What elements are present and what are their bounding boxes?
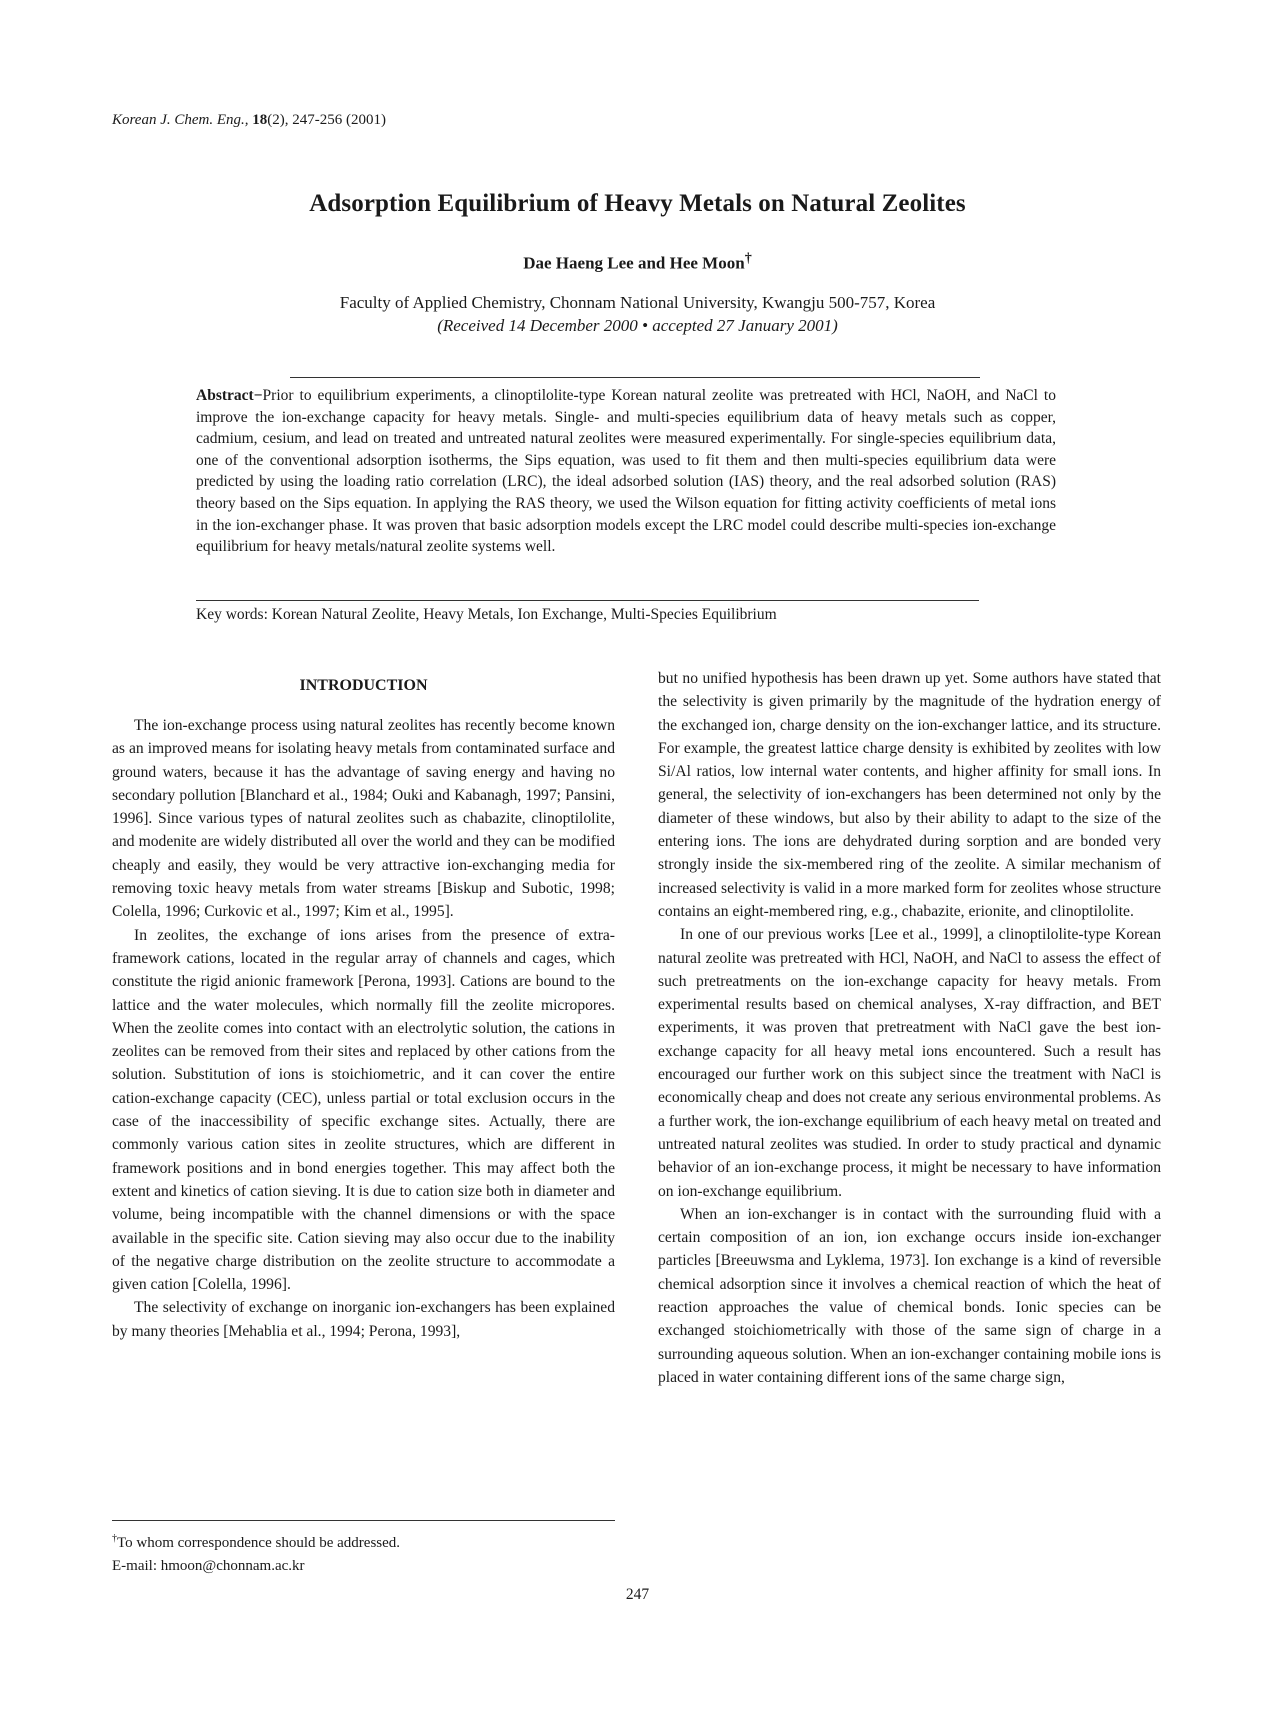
author-line xyxy=(0,250,1275,274)
abstract-text: Prior to equilibrium experiments, a clinoptilolite-type Korean natural zeolite was pretreated with HCl, NaOH, and NaCl to improve the ion-exchange capacity for heavy metals. Single- and multi-species equilibrium data of heavy metals such as copper, cadmium, cesium, and lead on treated and untreated natural zeolites were measured experimentally. For single-species equilibrium data, one of the conventional adsorption isotherms, the Sips equation, was used to fit them and then multi-species equilibrium data were predicted by using the loading ratio correlation (LRC), the ideal adsorbed solution (IAS) theory, and the real adsorbed solution (RAS) theory based on the Sips equation. In applying the RAS theory, we used the Wilson equation for fitting activity coefficients of metal ions in the ion-exchanger phase. It was proven that basic adsorption models except the LRC model could describe multi-species ion-exchange equilibrium for heavy metals/natural zeolite systems well. xyxy=(196,387,1056,556)
paper-title: Adsorption Equilibrium of Heavy Metals on Natural Zeolites xyxy=(309,190,966,217)
footnote-mark: † xyxy=(112,1533,117,1544)
footnote-line1: To whom correspondence should be addressed. xyxy=(117,1535,401,1551)
abstract-dash: − xyxy=(253,387,263,404)
footnote-correspondence xyxy=(112,1527,400,1555)
received-dates: (Received 14 December 2000 • accepted 27 January 2001) xyxy=(437,316,838,335)
abstract-label: Abstract xyxy=(196,387,254,404)
footnote-rule xyxy=(112,1520,615,1521)
keywords: Key words: Korean Natural Zeolite, Heavy Metals, Ion Exchange, Multi-Species Equilibrium xyxy=(196,606,777,623)
footnote xyxy=(112,1527,400,1578)
paragraph: The selectivity of exchange on inorganic ion-exchangers has been explained by many theories [Mehablia et al., 1994; Perona, 1993], xyxy=(112,1299,615,1340)
paragraph: In one of our previous works [Lee et al., 1999], a clinoptilolite-type Korean natural zeolite was pretreated with HCl, NaOH, and NaCl to assess the effect of such pretreatments on the ion-exchange capacity for heavy metals. From experimental results based on chemical analyses, X-ray diffraction, and BET experiments, it was proven that pretreatment with NaCl gave the best ion-exchange capacity for all heavy metal ions encountered. Such a result has encouraged our further work on this subject since the treatment with NaCl is economically cheap and does not create any serious environmental problems. As a further work, the ion-exchange equilibrium of each heavy metal on treated and untreated natural zeolites was studied. In order to study practical and dynamic behavior of an ion-exchange process, it might be necessary to have information on ion-exchange equilibrium. xyxy=(658,926,1161,1200)
abstract-bottom-rule xyxy=(196,600,979,601)
journal-volume: 18 xyxy=(252,112,268,128)
abstract xyxy=(196,385,1056,558)
left-column xyxy=(112,714,615,1343)
paragraph: but no unified hypothesis has been drawn up yet. Some authors have stated that the selectivity is given primarily by the magnitude of the hydration energy of the exchanged ion, charge density on the ion-exchanger lattice, and its structure. For example, the greatest lattice charge density is exhibited by zeolites with low Si/Al ratios, low internal water contents, and higher affinity for small ions. In general, the selectivity of ion-exchangers has been determined not only by the diameter of these windows, but also by their ability to adapt to the size of the entering ions. The ions are dehydrated during sorption and are bonded very strongly inside the six-membered ring of the zeolite. A similar mechanism of increased selectivity is valid in a more marked form for zeolites whose structure contains an eight-membered ring, e.g., chabazite, erionite, and clinoptilolite. xyxy=(658,670,1161,920)
abstract-top-rule xyxy=(290,377,980,378)
author-mark: † xyxy=(744,250,752,266)
paragraph: In zeolites, the exchange of ions arises from the presence of extra-framework cations, located in the regular array of channels and cages, which constitute the rigid anionic framework [Perona, 1993]. Cations are bound to the lattice and the water molecules, which normally fill the zeolite micropores. When the zeolite comes into contact with an electrolytic solution, the cations in zeolites can be removed from their sites and replaced by other cations from the solution. Substitution of ions is stoichiometric, and it can cover the entire cation-exchange capacity (CEC), unless partial or total exclusion occurs in the case of the inaccessibility of specific exchange sites. Actually, there are commonly various cation sites in zeolite structures, which are different in framework positions and in bond energies together. This may affect both the extent and kinetics of cation sieving. It is due to cation size both in diameter and volume, being incompatible with the channel dimensions or with the space available in the specific site. Cation sieving may also occur due to the inability of the negative charge distribution on the zeolite structure to accommodate a given cation [Colella, 1996]. xyxy=(112,926,615,1294)
footnote-email: E-mail: hmoon@chonnam.ac.kr xyxy=(112,1558,305,1574)
journal-citation xyxy=(112,112,386,129)
section-heading-introduction: INTRODUCTION xyxy=(299,677,428,694)
page-number: 247 xyxy=(625,1586,650,1603)
journal-issue-pages: (2), 247-256 (2001) xyxy=(267,112,386,128)
affiliation: Faculty of Applied Chemistry, Chonnam National University, Kwangju 500-757, Korea xyxy=(339,293,936,312)
paragraph: The ion-exchange process using natural zeolites has recently become known as an improved means for isolating heavy metals from contaminated surface and ground waters, because it has the advantage of saving energy and having no secondary pollution [Blanchard et al., 1984; Ouki and Kabanagh, 1997; Pansini, 1996]. Since various types of natural zeolites such as chabazite, clinoptilolite, and modenite are widely distributed all over the world and they can be modified cheaply and easily, they would be very attractive ion-exchanging media for removing toxic heavy metals from water streams [Biskup and Subotic, 1998; Colella, 1996; Curkovic et al., 1997; Kim et al., 1995]. xyxy=(112,717,615,921)
right-column xyxy=(658,667,1161,1389)
authors: Dae Haeng Lee and Hee Moon xyxy=(523,253,745,273)
paragraph: When an ion-exchanger is in contact with the surrounding fluid with a certain composition of an ion, ion exchange occurs inside ion-exchanger particles [Breeuwsma and Lyklema, 1973]. Ion exchange is a kind of reversible chemical adsorption since it involves a chemical reaction of which the heat of reaction approaches the value of chemical bonds. Ionic species can be exchanged stoichiometrically with those of the same sign of charge in a surrounding aqueous solution. When an ion-exchanger containing mobile ions is placed in water containing different ions of the same charge sign, xyxy=(658,1205,1161,1386)
journal-name: Korean J. Chem. Eng., xyxy=(112,112,249,128)
